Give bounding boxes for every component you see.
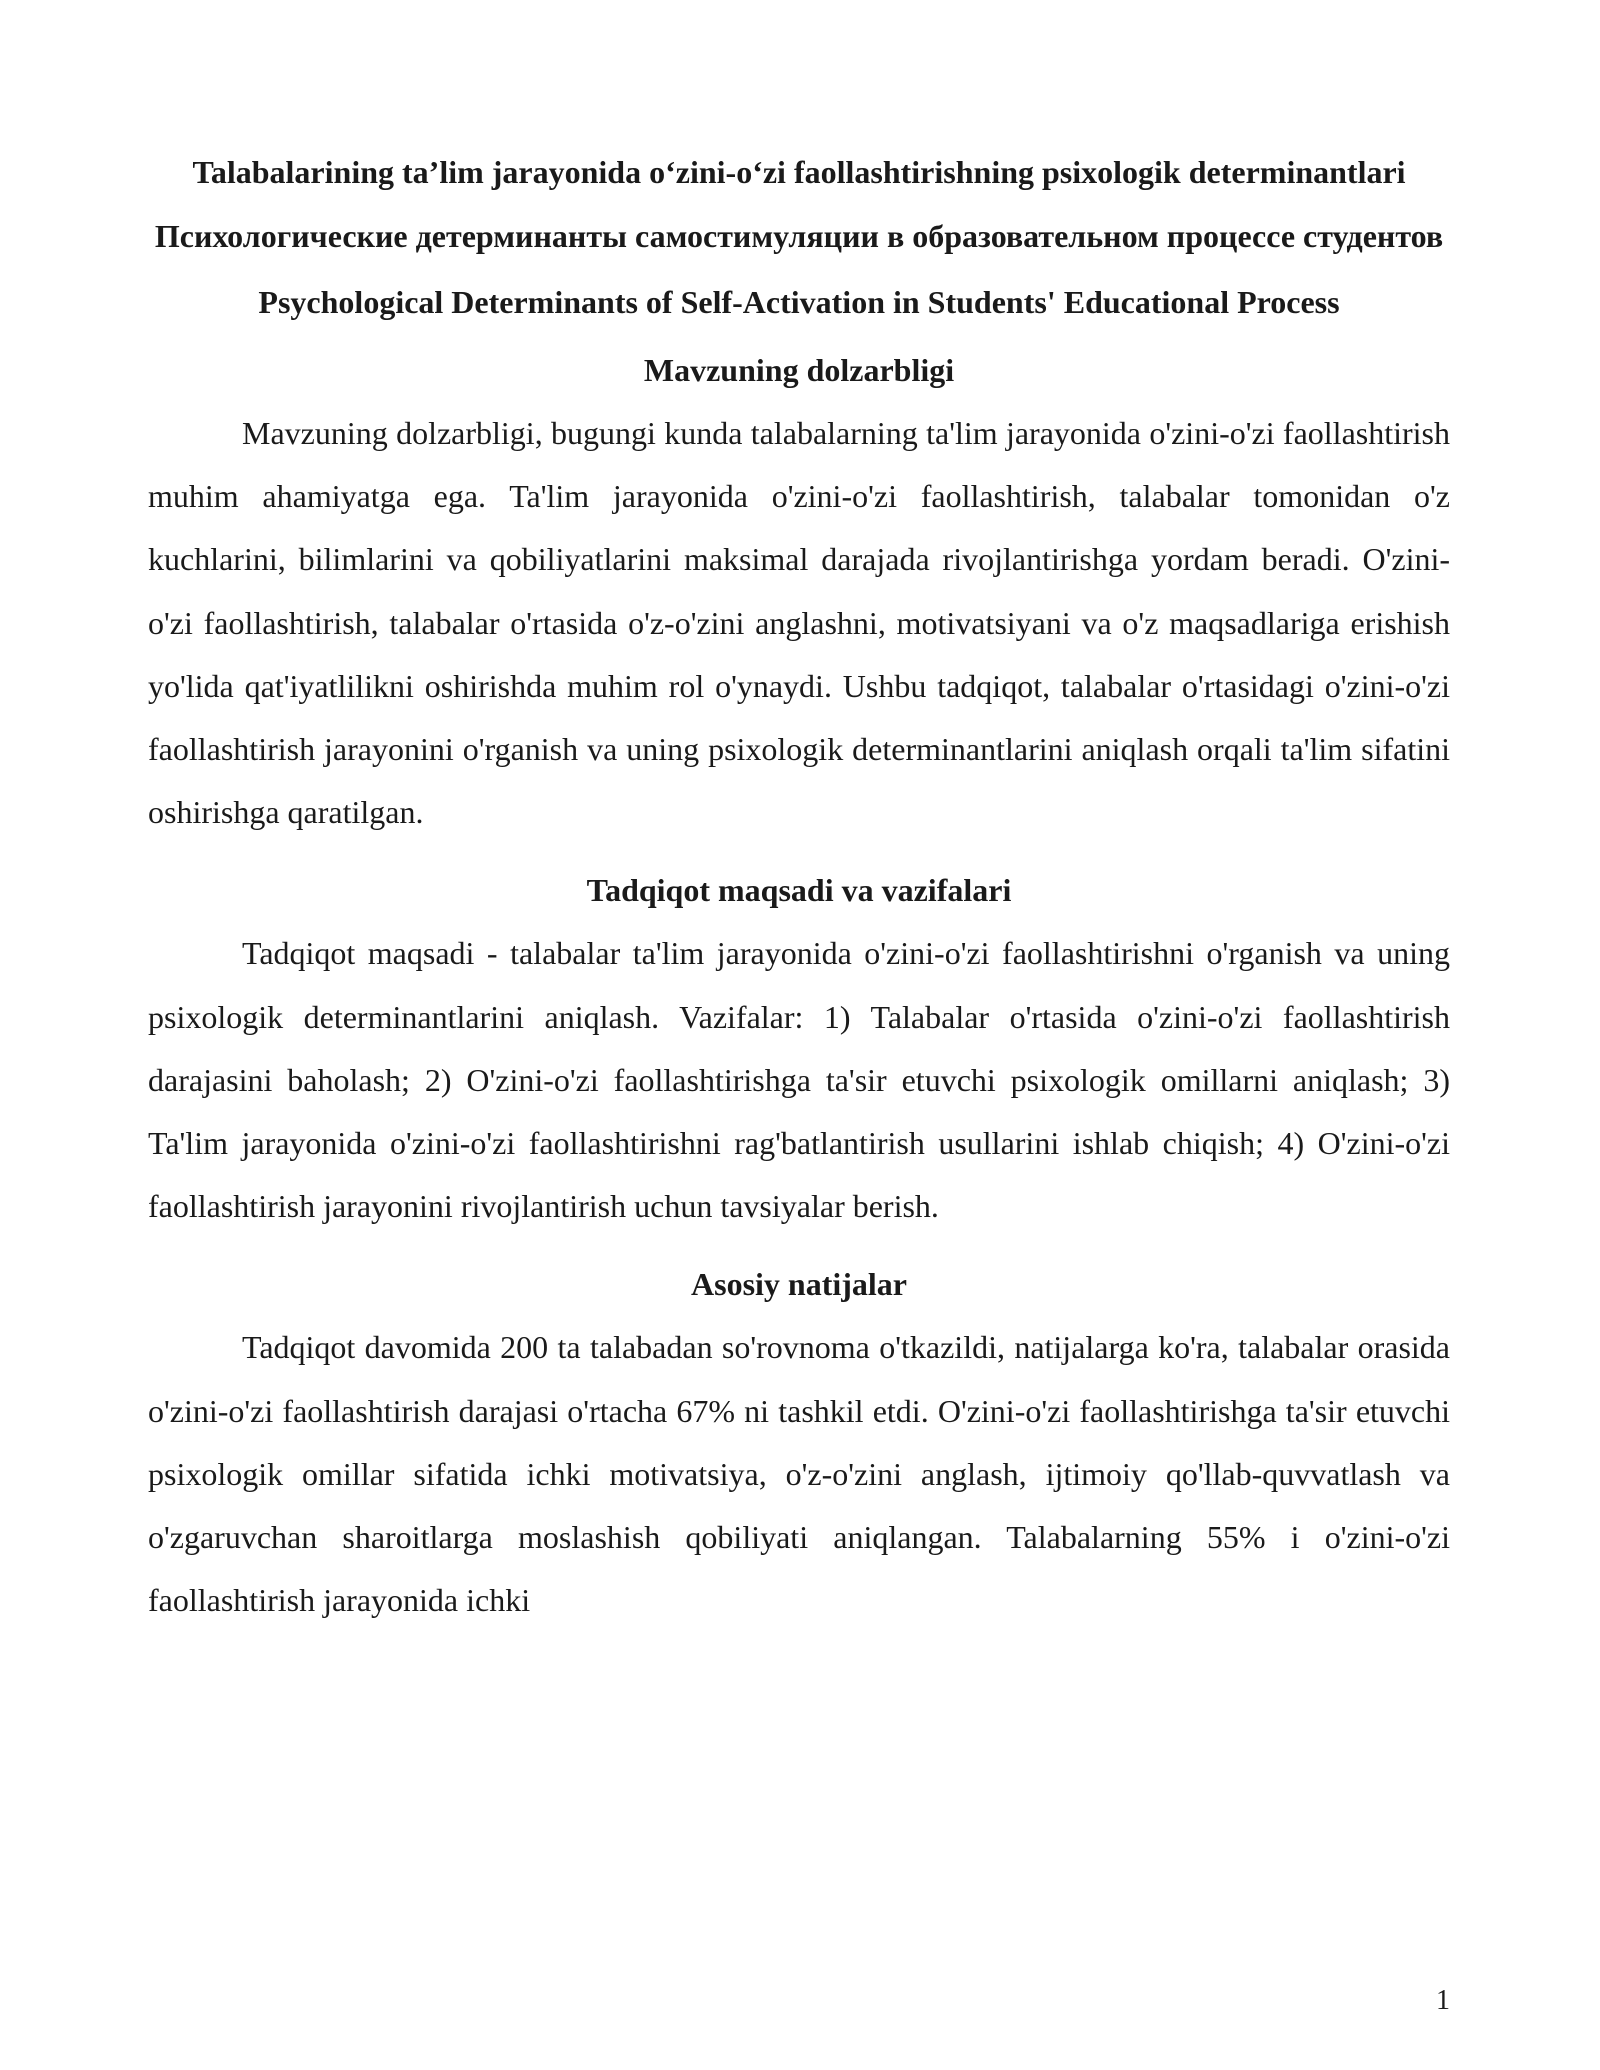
section-heading-results: Asosiy natijalar <box>691 1266 907 1303</box>
section-body-results: Tadqiqot davomida 200 ta talabadan so'rovnoma o'tkazildi, natijalarga ko'ra, talabalar orasida o'zini-o'zi faollashtirish darajasi o'rtacha 67% ni tashkil etdi. O'zini-o'zi faollashtirishga ta'sir etuvchi psixologik omillar sifatida ichki motivatsiya, o'z-o'zini anglash, ijtimoiy qo'llab-quvvatlash va o'zgaruvchan sharoitlarga moslashish qobiliyati aniqlangan. Talabalarning 55% i o'zini-o'zi faollashtirish jarayonida ichki <box>148 1329 1450 1619</box>
document-page <box>148 140 1450 1632</box>
title-english: Psychological Determinants of Self-Activation in Students' Educational Process <box>258 284 1340 320</box>
section-body-goals: Tadqiqot maqsadi - talabalar ta'lim jarayonida o'zini-o'zi faollashtirishni o'rganish va uning psixologik determinantlarini aniqlash. Vazifalar: 1) Talabalar o'rtasida o'zini-o'zi faollashtirish darajasini baholash; 2) O'zini-o'zi faollashtirishga ta'sir etuvchi psixologik omillarni aniqlash; 3) Ta'lim jarayonida o'zini-o'zi faollashtirishni rag'batlantirish usullarini ishlab chiqish; 4) O'zini-o'zi faollashtirish jarayonini rivojlantirish uchun tavsiyalar berish. <box>148 935 1450 1225</box>
section-heading-relevance: Mavzuning dolzarbligi <box>643 352 955 388</box>
section-heading-goals: Tadqiqot maqsadi va vazifalari <box>586 872 1012 909</box>
title-russian: Психологические детерминанты самостимуляции в образовательном процессе студентов <box>154 218 1444 254</box>
section-body-relevance: Mavzuning dolzarbligi, bugungi kunda talabalarning ta'lim jarayonida o'zini-o'zi faollashtirish muhim ahamiyatga ega. Ta'lim jarayonida o'zini-o'zi faollashtirish, talabalar tomonidan o'z kuchlarini, bilimlarini va qobiliyatlarini maksimal darajada rivojlantirishga yordam beradi. O'zini-o'zi faollashtirish, talabalar o'rtasida o'z-o'zini anglashni, motivatsiyani va o'z maqsadlariga erishish yo'lida qat'iyatlilikni oshirishda muhim rol o'ynaydi. Ushbu tadqiqot, talabalar o'rtasidagi o'zini-o'zi faollashtirish jarayonini o'rganish va uning psixologik determinantlarini aniqlash orqali ta'lim sifatini oshirishga qaratilgan. <box>148 415 1450 831</box>
page-number: 1 <box>1436 1985 1450 2016</box>
title-uzbek: Talabalarining ta’lim jarayonida o‘zini-o‘zi faollashtirishning psixologik determinantlari <box>192 154 1406 190</box>
